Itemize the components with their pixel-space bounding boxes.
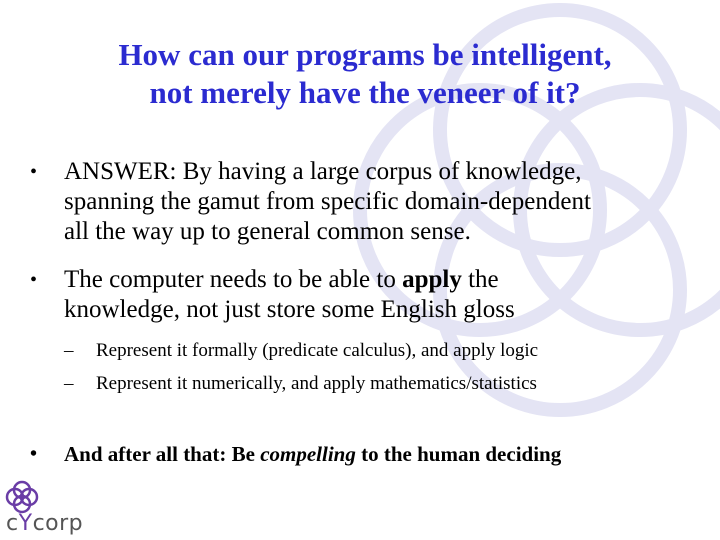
bullet-marker: • [30, 443, 38, 465]
bullet-answer-line-3: all the way up to general common sense. [64, 218, 471, 245]
bullet-apply-line-2: knowledge, not just store some English gloss [64, 296, 515, 323]
subbullet-numeric-text: Represent it numerically, and apply mathematics/statistics [96, 373, 537, 394]
bullet-compelling-pre: And after all that: Be [64, 442, 261, 466]
dash-marker: – [64, 340, 74, 361]
logo-corp: corp [32, 511, 84, 536]
title-line-1: How can our programs be intelligent, [118, 37, 612, 72]
slide-title [40, 36, 690, 112]
subbullet-formal-text: Represent it formally (predicate calculus), and apply logic [96, 340, 539, 361]
cycorp-logo-text [6, 511, 83, 536]
logo-c: c [6, 511, 19, 536]
bullet-apply-text-post: the [461, 266, 499, 293]
title-line-2: not merely have the veneer of it? [149, 75, 581, 110]
bullet-apply-line-1 [64, 265, 515, 295]
bullet-compelling-italic: compelling [260, 442, 356, 466]
bullet-apply-text-pre: The computer needs to be able to [64, 266, 403, 293]
bullet-compelling-post: to the human deciding [355, 442, 562, 466]
bullet-answer-line-1: ANSWER: By having a large corpus of knowledge, [64, 158, 582, 185]
bullet-answer-line-2: spanning the gamut from specific domain-dependent [64, 188, 591, 215]
logo-y: Y [18, 511, 33, 536]
bullet-marker: • [30, 269, 38, 291]
bullet-marker: • [30, 161, 38, 183]
bullet-apply-bold: apply [402, 266, 462, 293]
dash-marker: – [64, 373, 74, 394]
